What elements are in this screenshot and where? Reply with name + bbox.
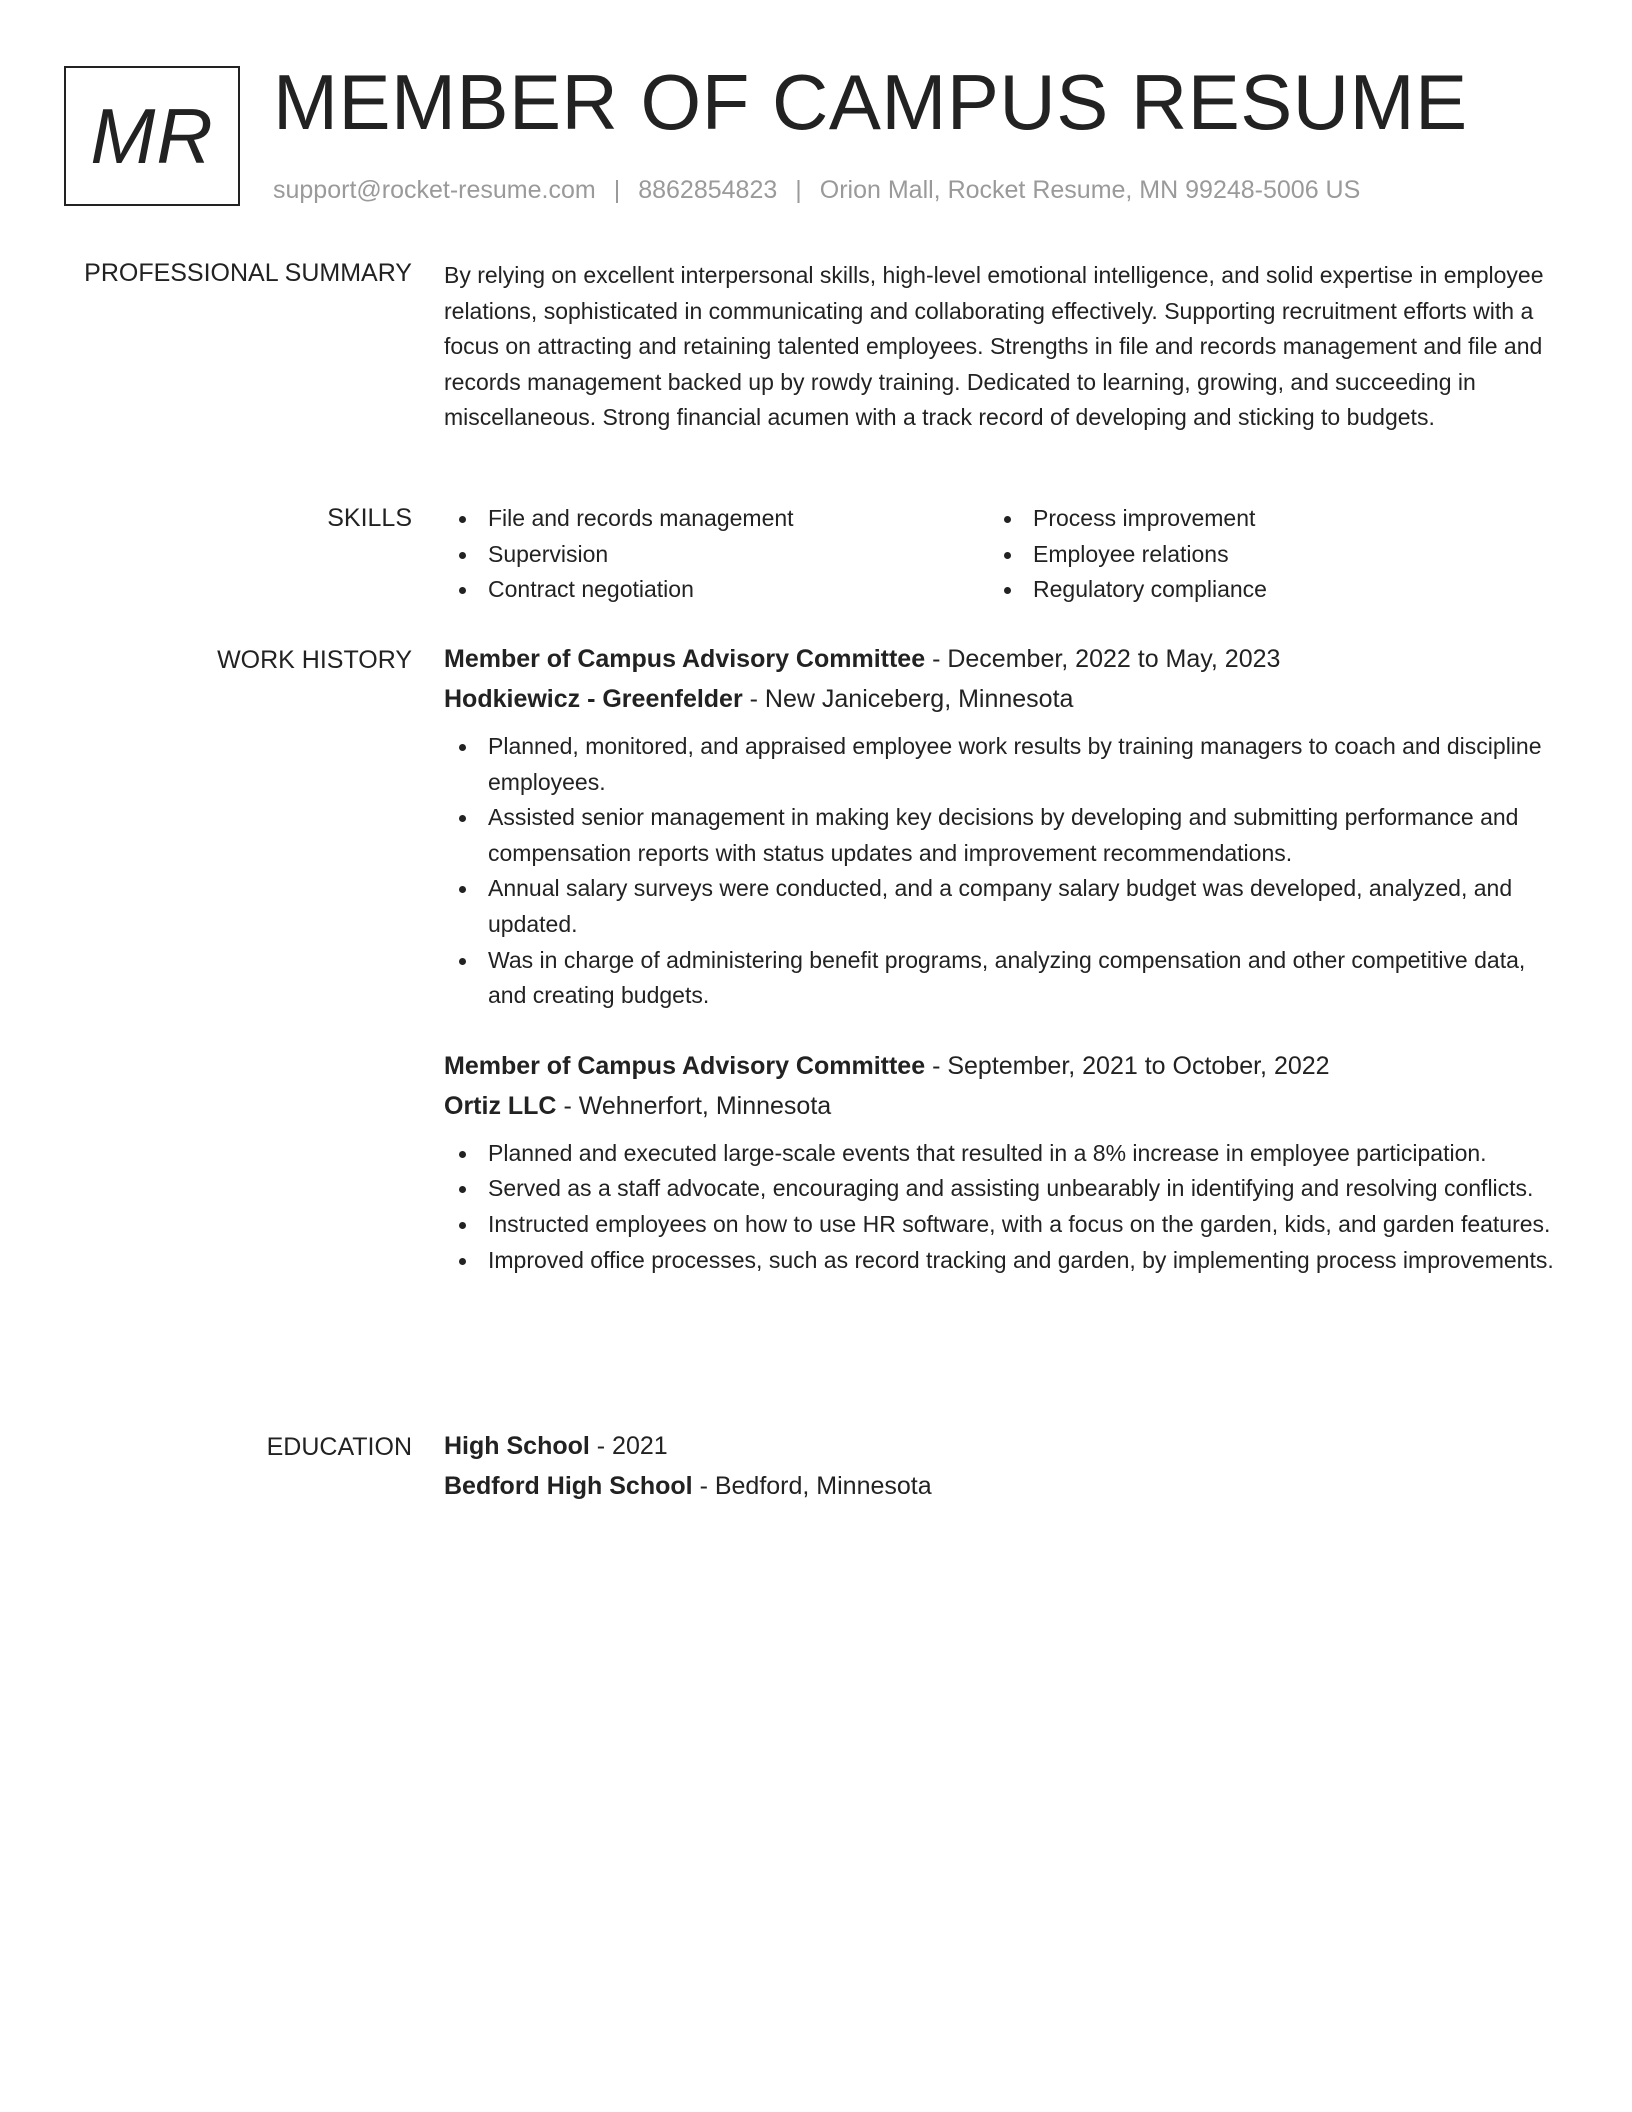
job-bullet: Annual salary surveys were conducted, and a company salary budget was developed, analyzed, and updated. [444, 871, 1554, 942]
resume-title: MEMBER OF CAMPUS RESUME [273, 58, 1468, 146]
skill-item: Employee relations [989, 537, 1534, 573]
job-bullet: Instructed employees on how to use HR software, with a focus on the garden, kids, and garden features. [444, 1207, 1554, 1243]
job-title: Member of Campus Advisory Committee [444, 645, 926, 673]
education-degree: High School [444, 1432, 590, 1460]
contact-email[interactable]: support@rocket-resume.com [273, 176, 596, 204]
contact-address: Orion Mall, Rocket Resume, MN 99248-5006 US [819, 176, 1361, 204]
job-bullet: Assisted senior management in making key decisions by developing and submitting performance and compensation reports with status updates and improvement recommendations. [444, 800, 1554, 871]
skill-item: Process improvement [989, 501, 1534, 537]
skill-item: File and records management [444, 501, 989, 537]
job-company-line [444, 1086, 1554, 1126]
skills-list [444, 501, 1554, 608]
job-title-line [444, 1046, 1554, 1086]
education-location: - Bedford, Minnesota [699, 1472, 932, 1500]
contact-line [273, 174, 1360, 206]
job-company: Ortiz LLC [444, 1091, 557, 1120]
work-history-heading: WORK HISTORY [217, 646, 412, 674]
education-school-line [444, 1466, 1554, 1506]
summary-body [444, 258, 1554, 436]
education-body [444, 1426, 1554, 1506]
job-company-line [444, 679, 1554, 719]
skill-item: Contract negotiation [444, 572, 989, 608]
job-bullet: Improved office processes, such as record tracking and garden, by implementing process improvements. [444, 1243, 1554, 1279]
education-degree-line [444, 1426, 1554, 1466]
job-location: - Wehnerfort, Minnesota [563, 1091, 832, 1120]
education-school: Bedford High School [444, 1472, 693, 1500]
job-bullets [444, 1136, 1554, 1278]
education-heading: EDUCATION [266, 1433, 412, 1461]
summary-text: By relying on excellent interpersonal skills, high-level emotional intelligence, and solid expertise in employee relations, sophisticated in communicating and collaborating effectively. Supporting recruitment efforts with a focus on attracting and retaining talented employees. Strengths in file and records management and file and records management backed up by rowdy training. Dedicated to learning, growing, and succeeding in miscellaneous. Strong financial acumen with a track record of developing and sticking to budgets. [444, 262, 1544, 431]
job-title-line [444, 639, 1554, 679]
skill-item: Regulatory compliance [989, 572, 1534, 608]
job-bullet: Served as a staff advocate, encouraging and assisting unbearably in identifying and resolving conflicts. [444, 1171, 1554, 1207]
job-bullet: Planned and executed large-scale events that resulted in a 8% increase in employee participation. [444, 1136, 1554, 1172]
job-dates: - December, 2022 to May, 2023 [932, 645, 1281, 673]
skills-heading: SKILLS [327, 504, 412, 532]
job-company: Hodkiewicz - Greenfelder [444, 685, 743, 713]
job-bullets [444, 729, 1554, 1014]
contact-separator: | [613, 176, 621, 204]
monogram-box [64, 66, 240, 206]
summary-heading: PROFESSIONAL SUMMARY [84, 259, 412, 287]
job-dates: - September, 2021 to October, 2022 [932, 1051, 1330, 1080]
job-entry [444, 639, 1554, 1014]
work-history-body [444, 639, 1554, 1278]
job-location: - New Janiceberg, Minnesota [749, 685, 1074, 713]
job-entry [444, 1046, 1554, 1278]
education-year: - 2021 [596, 1432, 668, 1460]
contact-separator: | [795, 176, 802, 204]
skill-item: Supervision [444, 537, 989, 573]
job-bullet: Was in charge of administering benefit programs, analyzing compensation and other competitive data, and creating budgets. [444, 943, 1554, 1014]
monogram-initials: MR [90, 91, 214, 180]
contact-phone[interactable]: 8862854823 [638, 176, 778, 204]
skills-body [444, 501, 1554, 608]
job-bullet: Planned, monitored, and appraised employee work results by training managers to coach and discipline employees. [444, 729, 1554, 800]
job-title: Member of Campus Advisory Committee [444, 1051, 926, 1080]
